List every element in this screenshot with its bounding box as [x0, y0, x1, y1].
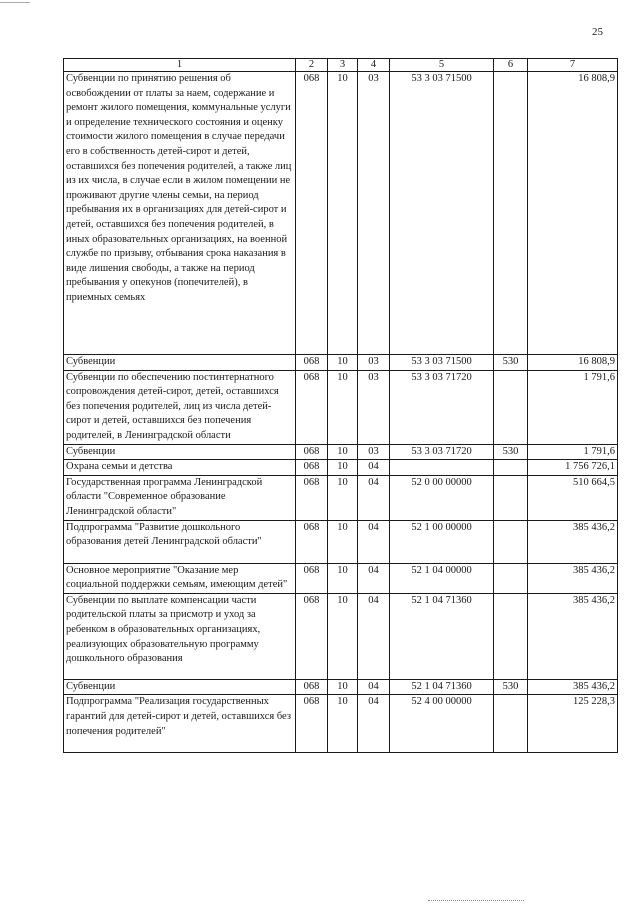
cell-type: 530 [494, 679, 528, 695]
cell-subsection: 04 [358, 593, 390, 679]
cell-admin: 068 [296, 593, 328, 679]
row-name: Субвенции [64, 679, 296, 695]
cell-amount: 385 436,2 [528, 520, 618, 563]
table-row [64, 563, 618, 593]
cell-section: 10 [328, 593, 358, 679]
cell-subsection: 04 [358, 563, 390, 593]
row-name: Охрана семьи и детства [64, 460, 296, 476]
cell-section: 10 [328, 72, 358, 355]
scan-edge-mark [428, 900, 524, 901]
cell-amount: 385 436,2 [528, 563, 618, 593]
cell-type [494, 370, 528, 444]
cell-subsection: 04 [358, 460, 390, 476]
cell-admin: 068 [296, 520, 328, 563]
cell-section: 10 [328, 444, 358, 460]
cell-target: 52 1 00 00000 [390, 520, 494, 563]
cell-section: 10 [328, 520, 358, 563]
cell-admin: 068 [296, 475, 328, 520]
cell-section: 10 [328, 355, 358, 371]
header-col-4: 4 [358, 59, 390, 72]
cell-subsection: 03 [358, 444, 390, 460]
table-row [64, 460, 618, 476]
cell-subsection: 04 [358, 695, 390, 753]
table-row [64, 370, 618, 444]
cell-target: 52 0 00 00000 [390, 475, 494, 520]
header-col-2: 2 [296, 59, 328, 72]
cell-target: 52 1 04 71360 [390, 593, 494, 679]
cell-target: 52 1 04 00000 [390, 563, 494, 593]
table-row [64, 679, 618, 695]
cell-type [494, 475, 528, 520]
row-name: Подпрограмма "Развитие дошкольного образования детей Ленинградской области" [64, 520, 296, 563]
cell-subsection: 03 [358, 355, 390, 371]
table-row [64, 444, 618, 460]
cell-target: 52 4 00 00000 [390, 695, 494, 753]
cell-section: 10 [328, 475, 358, 520]
table-row [64, 72, 618, 355]
row-name: Субвенции [64, 444, 296, 460]
row-name: Государственная программа Ленинградской области "Современное образование Ленинградской области" [64, 475, 296, 520]
cell-type: 530 [494, 355, 528, 371]
table-row [64, 593, 618, 679]
row-name: Субвенции по принятию решения об освобождении от платы за наем, содержание и ремонт жилого помещения, коммунальные услуги и определение технического состояния и оценку стоимости жилого помещения в случае передачи его в собственность детей-сирот и детей, оставшихся без попечения родителей, а также лиц из их числа, в случае если в жилом помещении не проживают другие члены семьи, на период пребывания их в организациях для детей-сирот и детей, оставшихся без попечения родителей, в иных образовательных организациях, на военной службе по призыву, отбывания срока наказания в виде лишения свободы, а также на период пребывания у опекунов (попечителей), в приемных семьях [64, 72, 296, 355]
cell-amount: 1 791,6 [528, 444, 618, 460]
header-row [64, 59, 618, 72]
cell-amount: 385 436,2 [528, 679, 618, 695]
cell-admin: 068 [296, 695, 328, 753]
cell-subsection: 04 [358, 520, 390, 563]
cell-admin: 068 [296, 679, 328, 695]
cell-amount: 125 228,3 [528, 695, 618, 753]
cell-admin: 068 [296, 355, 328, 371]
cell-amount: 1 791,6 [528, 370, 618, 444]
cell-type [494, 460, 528, 476]
cell-target: 52 1 04 71360 [390, 679, 494, 695]
cell-amount: 16 808,9 [528, 355, 618, 371]
header-col-6: 6 [494, 59, 528, 72]
cell-admin: 068 [296, 72, 328, 355]
table-row [64, 475, 618, 520]
cell-subsection: 04 [358, 679, 390, 695]
cell-type [494, 563, 528, 593]
row-name: Субвенции [64, 355, 296, 371]
row-name: Субвенции по обеспечению постинтернатного сопровождения детей-сирот, детей, оставшихся без попечения родителей, лиц из числа детей-сирот и детей, оставшихся без попечения родителей, в Ленинградской области [64, 370, 296, 444]
header-col-1: 1 [64, 59, 296, 72]
cell-section: 10 [328, 370, 358, 444]
header-col-3: 3 [328, 59, 358, 72]
cell-type [494, 695, 528, 753]
header-col-5: 5 [390, 59, 494, 72]
cell-type [494, 520, 528, 563]
cell-amount: 385 436,2 [528, 593, 618, 679]
cell-admin: 068 [296, 444, 328, 460]
cell-subsection: 03 [358, 72, 390, 355]
table-row [64, 695, 618, 753]
header-col-7: 7 [528, 59, 618, 72]
budget-table [63, 58, 618, 753]
row-name: Подпрограмма "Реализация государственных гарантий для детей-сирот и детей, оставшихся без попечения родителей" [64, 695, 296, 753]
cell-amount: 1 756 726,1 [528, 460, 618, 476]
cell-admin: 068 [296, 460, 328, 476]
cell-amount: 510 664,5 [528, 475, 618, 520]
scan-edge-mark [0, 2, 30, 3]
cell-target [390, 460, 494, 476]
cell-section: 10 [328, 460, 358, 476]
cell-admin: 068 [296, 563, 328, 593]
cell-section: 10 [328, 563, 358, 593]
cell-admin: 068 [296, 370, 328, 444]
cell-type [494, 72, 528, 355]
cell-target: 53 3 03 71720 [390, 444, 494, 460]
cell-target: 53 3 03 71500 [390, 355, 494, 371]
cell-section: 10 [328, 679, 358, 695]
cell-target: 53 3 03 71500 [390, 72, 494, 355]
table-row [64, 520, 618, 563]
cell-section: 10 [328, 695, 358, 753]
cell-amount: 16 808,9 [528, 72, 618, 355]
cell-type [494, 593, 528, 679]
cell-type: 530 [494, 444, 528, 460]
table-row [64, 355, 618, 371]
cell-subsection: 04 [358, 475, 390, 520]
cell-target: 53 3 03 71720 [390, 370, 494, 444]
cell-subsection: 03 [358, 370, 390, 444]
page-number: 25 [592, 26, 603, 38]
row-name: Основное мероприятие "Оказание мер социальной поддержки семьям, имеющим детей" [64, 563, 296, 593]
row-name: Субвенции по выплате компенсации части родительской платы за присмотр и уход за ребенком в образовательных организациях, реализующих образовательную программу дошкольного образования [64, 593, 296, 679]
